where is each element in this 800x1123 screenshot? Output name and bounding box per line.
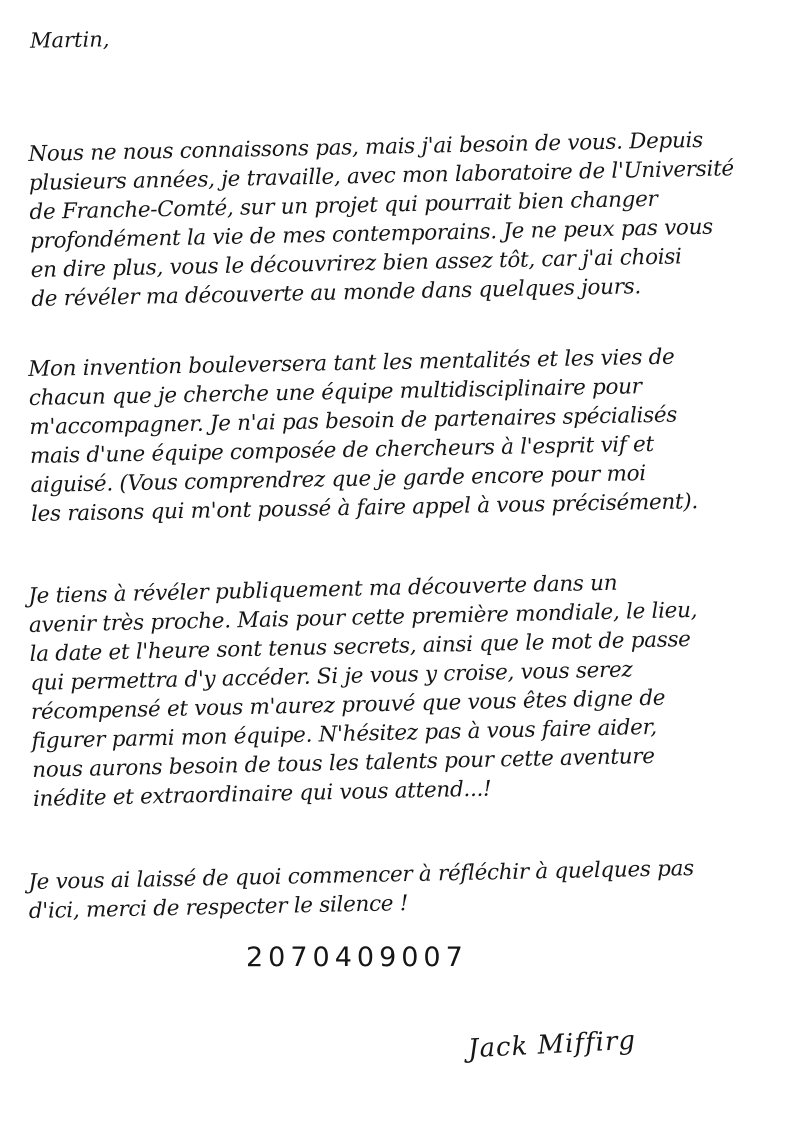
text-line: Nous ne nous connaissons pas, mais j'ai besoin de vous. Depuis (28, 127, 704, 167)
signature: Jack Miffirg (467, 1025, 637, 1065)
text-line: m'accompagner. Je n'ai pas besoin de partenaires spécialisés (29, 402, 678, 440)
text-line: les raisons qui m'ont poussé à faire appel à vous précisément). (30, 489, 699, 527)
salutation: Martin, (29, 27, 110, 53)
text-line: mais d'une équipe composée de chercheurs à l'esprit vif et (29, 432, 655, 469)
text-line: inédite et extraordinaire qui vous attend...! (32, 776, 492, 812)
text-line: la date et l'heure sont tenus secrets, ainsi que le mot de passe (29, 626, 691, 667)
text-line: de révéler ma découverte au monde dans quelques jours. (31, 274, 642, 312)
text-line: Mon invention bouleversera tant les mentalités et les vies de (28, 344, 675, 382)
text-line: Je tiens à révéler publiquement ma découverte dans un (28, 570, 618, 609)
text-line: avenir très proche. Mais pour cette première mondiale, le lieu, (28, 597, 698, 638)
text-line: chacun que je cherche une équipe multidisciplinaire pour (28, 374, 642, 411)
text-line: nous aurons besoin de tous les talents pour cette aventure (31, 743, 655, 783)
text-line: Je vous ai laissé de quoi commencer à réfléchir à quelques pas (28, 856, 695, 895)
text-line: récompensé et vous m'aurez prouvé que vous êtes digne de (30, 685, 666, 725)
paragraph-3 (28, 565, 778, 814)
paragraph-1 (28, 124, 776, 314)
text-line: figurer parmi mon équipe. N'hésitez pas à vous faire aider, (31, 714, 657, 754)
paragraph-4 (28, 852, 774, 926)
text-line: en dire plus, vous le découvrirez bien assez tôt, car j'ai choisi (30, 244, 682, 283)
paragraph-2 (28, 341, 776, 529)
text-line: de Franche-Comté, sur un projet qui pourrait bien changer (29, 186, 658, 225)
text-line: plusieurs années, je travaille, avec mon laboratoire de l'Université (28, 156, 735, 196)
secret-code: 2070409007 (246, 942, 468, 973)
text-line: qui permettra d'y accéder. Si je vous y croise, vous serez (30, 657, 633, 696)
text-line: profondément la vie de mes contemporains. Je ne peux pas vous (29, 214, 714, 254)
text-line: aiguisé. (Vous comprendrez que je garde encore pour moi (30, 461, 647, 498)
text-line: d'ici, merci de respecter le silence ! (28, 891, 409, 924)
